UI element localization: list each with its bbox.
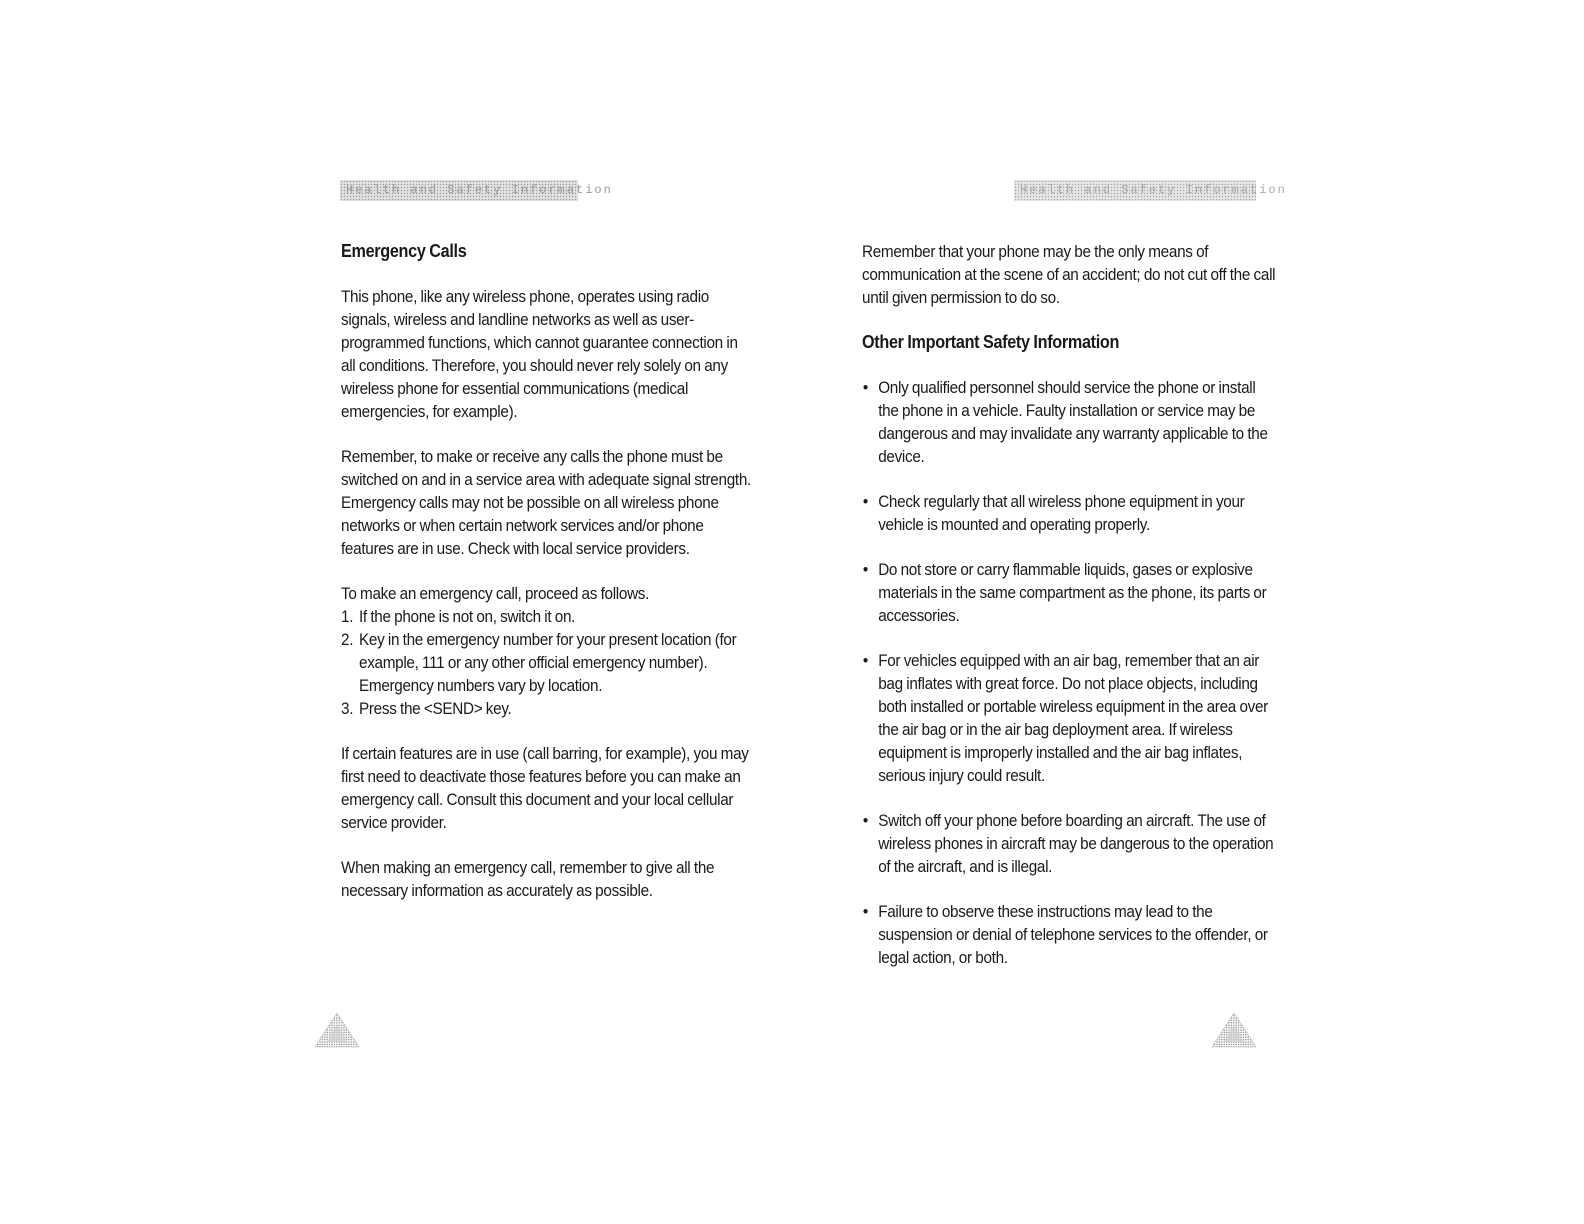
list-item: [341, 628, 755, 697]
list-item: [862, 376, 1276, 468]
step-text: Key in the emergency number for your present location (for example, 111 or any other official emergency number). Emergency numbers vary by location.: [359, 630, 737, 695]
list-item: [862, 809, 1276, 878]
page-number-triangle-icon: [1211, 1012, 1257, 1048]
bullet-text: Switch off your phone before boarding an aircraft. The use of wireless phones in aircraft may be dangerous to the operation of the aircraft, and is illegal.: [878, 811, 1274, 876]
list-item: [862, 558, 1276, 627]
section-heading: Emergency Calls: [341, 241, 467, 261]
list-item: [862, 490, 1276, 536]
step-number: 2.: [341, 630, 354, 649]
paragraph: Remember that your phone may be the only means of communication at the scene of an accident; do not cut off the call until given permission to do so.: [862, 242, 1276, 307]
bullet-text: For vehicles equipped with an air bag, remember that an air bag inflates with great force. Do not place objects, including both installed or portable wireless equipment in the area over the air bag or in the air bag deployment area. If wireless equipment is improperly installed and the air bag inflates, serious injury could result.: [878, 651, 1268, 785]
paragraph: To make an emergency call, proceed as follows.: [341, 584, 650, 603]
step-number: 1.: [341, 607, 354, 626]
header-tab: Health and Safety Information: [1014, 180, 1256, 201]
page-number-triangle-icon: [314, 1012, 360, 1048]
bullet-text: Failure to observe these instructions may lead to the suspension or denial of telephone services to the offender, or legal action, or both.: [878, 902, 1268, 967]
list-item: [862, 900, 1276, 969]
bullet-text: Only qualified personnel should service the phone or install the phone in a vehicle. Faulty installation or service may be dangerous and may invalidate any warranty applicable to the device.: [878, 378, 1268, 466]
right-column: [862, 240, 1276, 991]
list-item: [341, 605, 755, 628]
step-text: Press the <SEND> key.: [359, 699, 512, 718]
bullet-icon: •: [862, 902, 868, 921]
step-number: 3.: [341, 699, 354, 718]
paragraph: If certain features are in use (call barring, for example), you may first need to deactivate those features before you can make an emergency call. Consult this document and your local cellular service provider.: [341, 744, 749, 832]
step-text: If the phone is not on, switch it on.: [359, 607, 576, 626]
bullet-icon: •: [862, 651, 868, 670]
list-item: [341, 697, 755, 720]
bullet-icon: •: [862, 378, 868, 397]
bullet-list: [862, 376, 1276, 969]
bullet-icon: •: [862, 811, 868, 830]
paragraph: When making an emergency call, remember to give all the necessary information as accurately as possible.: [341, 858, 715, 900]
bullet-text: Do not store or carry flammable liquids, gases or explosive materials in the same compartment as the phone, its parts or accessories.: [878, 560, 1267, 625]
steps-list: [341, 605, 755, 720]
left-column: [341, 240, 755, 924]
right-page: [792, 0, 1584, 1224]
paragraph: Remember, to make or receive any calls the phone must be switched on and in a service area with adequate signal strength. Emergency calls may not be possible on all wireless phone networks or when certain network services and/or phone features are in use. Check with local service providers.: [341, 447, 751, 558]
list-item: [862, 649, 1276, 787]
header-tab: Health and Safety Information: [340, 180, 578, 201]
bullet-text: Check regularly that all wireless phone equipment in your vehicle is mounted and operating properly.: [878, 492, 1245, 534]
bullet-icon: •: [862, 560, 868, 579]
section-heading: Other Important Safety Information: [862, 332, 1120, 352]
bullet-icon: •: [862, 492, 868, 511]
paragraph: This phone, like any wireless phone, operates using radio signals, wireless and landline networks as well as user-programmed functions, which cannot guarantee connection in all conditions. Therefore, you should never rely solely on any wireless phone for essential communications (medical emergencies, for example).: [341, 287, 738, 421]
